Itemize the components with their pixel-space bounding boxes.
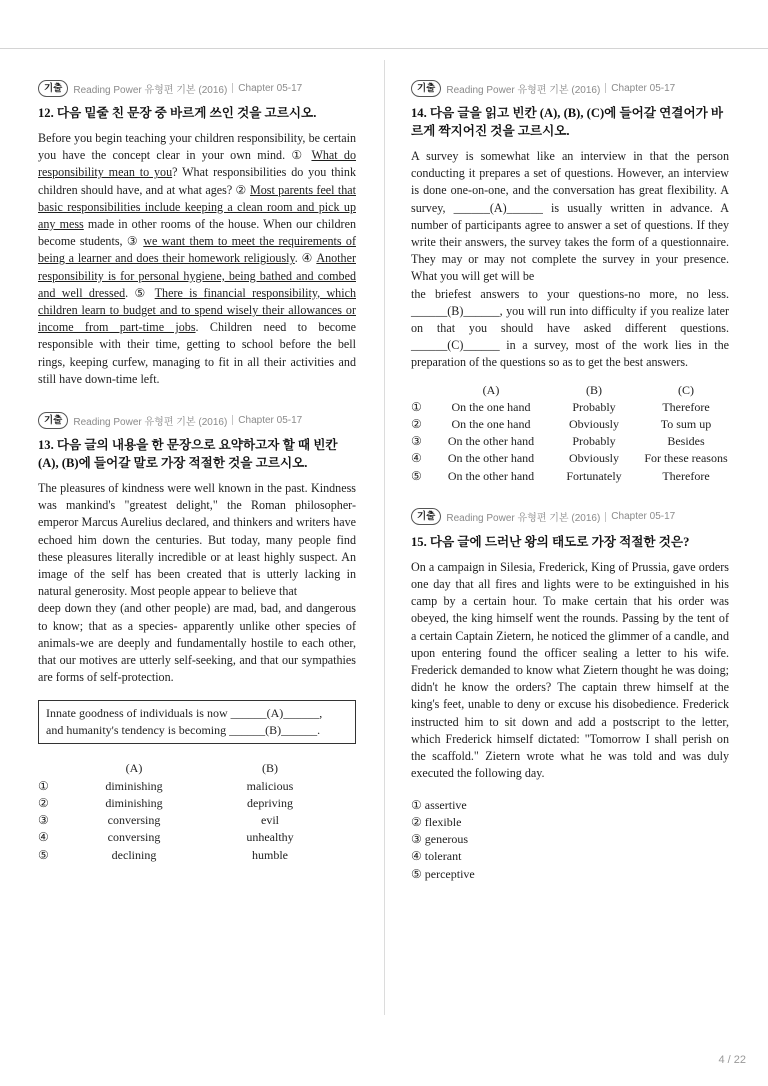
answer-options: [38, 760, 338, 863]
header-c: (C): [678, 382, 694, 397]
passage: [38, 130, 356, 388]
underlined-sentence-4: Another responsibility is for personal hygiene, being bathed and combed and well dressed: [38, 251, 356, 300]
option-number: ②: [411, 417, 422, 432]
option-number: ①: [411, 399, 422, 414]
passage-part-2: the briefest answers to your questions-no more, no less. ______(B)______, you will run into difficulty if you realize later on that you should have asked different questions. ______(C)______ in a survey, most of the work lies in the preparation of the questions so as to get the best answers.: [411, 286, 729, 370]
summary-line-1: Innate goodness of individuals is now ______(A)______,: [46, 706, 323, 721]
option-row[interactable]: [38, 847, 338, 864]
option-number: ③: [411, 434, 422, 449]
option-a: diminishing: [105, 778, 163, 793]
underlined-sentence-3: we want them to meet the requirements of being a learner and does their homework religiously: [38, 234, 356, 266]
header-b: (B): [262, 761, 278, 776]
passage-text: . ④: [294, 251, 317, 266]
option-number: ②: [38, 795, 49, 810]
option-row[interactable]: [411, 399, 729, 416]
option-row[interactable]: [38, 829, 338, 846]
source-line: [38, 78, 356, 98]
option-c: Therefore: [662, 399, 710, 414]
question-12: [38, 78, 356, 388]
tag-badge: 기출: [38, 412, 68, 429]
option-b: evil: [261, 813, 279, 828]
right-column: [411, 78, 729, 883]
question-13: [38, 410, 356, 864]
option-row[interactable]: [411, 450, 729, 467]
option-b: unhealthy: [246, 830, 294, 845]
option-c: To sum up: [660, 417, 712, 432]
option-number: ①: [38, 778, 49, 793]
header-a: (A): [482, 382, 500, 397]
blank-cell: [38, 760, 66, 777]
option-a: On the other hand: [447, 468, 535, 483]
option-c: Therefore: [662, 468, 710, 483]
header-a: (A): [125, 761, 143, 776]
passage-text: Before you begin teaching your children responsibility, be certain you have the concept clear in your own mind. ①: [38, 131, 356, 163]
choice-5[interactable]: ⑤ perceptive: [411, 866, 475, 881]
option-number: ⑤: [38, 847, 49, 862]
question-title: 12. 다음 밑줄 친 문장 중 바르게 쓰인 것을 고르시오.: [38, 106, 317, 120]
left-column: [38, 78, 356, 864]
book-title: Reading Power 유형편 기본 (2016): [446, 84, 601, 96]
passage-text: . ⑤: [125, 285, 155, 300]
summary-line-2: and humanity's tendency is becoming ______(B)______.: [46, 723, 321, 738]
choice-4[interactable]: ④ tolerant: [411, 849, 462, 864]
underlined-sentence-5: There is financial responsibility, which children learn to budget and to spend wisely their allowances or income from part-time jobs: [38, 285, 356, 335]
passage-part-1: The pleasures of kindness were well known in the past. Kindness was mankind's "greatest delight," the Roman philosopher-emperor Marcus Aurelius declared, and thinkers and writers have echoed him down the centuries. But today, many people find these pleasures literally incredible or at least highly suspect. An image of the self has been created that is utterly lacking in natural generosity. Most people appear to believe that: [38, 481, 356, 599]
header-b: (B): [586, 382, 602, 397]
option-a: diminishing: [105, 795, 163, 810]
summary-box: [38, 700, 356, 744]
option-row[interactable]: [411, 433, 729, 450]
option-c: For these reasons: [644, 451, 728, 466]
option-a: conversing: [107, 813, 161, 828]
option-b: malicious: [246, 778, 294, 793]
chapter-label: Chapter 05-17: [611, 82, 676, 94]
option-row[interactable]: [411, 468, 729, 485]
options-header: [411, 382, 729, 399]
option-a: On the other hand: [447, 434, 535, 449]
option-row[interactable]: [38, 812, 338, 829]
chapter-label: Chapter 05-17: [238, 82, 303, 94]
chapter-label: Chapter 05-17: [611, 511, 676, 523]
column-divider: [384, 60, 385, 1015]
blank-cell: [411, 382, 437, 399]
separator: [605, 512, 606, 522]
option-b: Obviously: [568, 451, 619, 466]
underlined-sentence-2: Most parents feel that basic responsibilities include keeping a clean room and pick up any mess: [38, 182, 356, 232]
option-number: ⑤: [411, 468, 422, 483]
option-row[interactable]: [38, 795, 338, 812]
source-line: [411, 78, 729, 98]
separator: [232, 83, 233, 93]
option-b: Probably: [572, 399, 616, 414]
passage-text: . Children need to become responsible with their time, getting to school before the bell rings, keeping curfew, managing to fit in all their activities and still have down-time left.: [38, 320, 356, 386]
separator: [605, 83, 606, 93]
option-a: On the one hand: [451, 417, 531, 432]
options-header: [38, 760, 338, 777]
book-title: Reading Power 유형편 기본 (2016): [73, 84, 228, 96]
question-14: [411, 78, 729, 485]
option-row[interactable]: [411, 416, 729, 433]
option-number: ④: [38, 830, 49, 845]
passage-part-2: deep down they (and other people) are mad, bad, and dangerous to know; that as a species- apparently unlike other species of animals-we are deeply and fundamentally hostile to each other, that our motives are utterly self-seeking, and that our sympathies are forms of self-protection.: [38, 601, 356, 685]
book-title: Reading Power 유형편 기본 (2016): [446, 513, 601, 525]
option-number: ④: [411, 451, 422, 466]
option-a: declining: [111, 847, 157, 862]
passage: On a campaign in Silesia, Frederick, King of Prussia, gave orders one day that all fires and lights were to be extinguished in his camp by a certain hour. To make certain that his order was obeyed, the king himself went the rounds. Passing by the tent of a certain Captain Zietern, he noticed the glimmer of a candle, and upon entering found the officer sealing a letter to his wife. Frederick demanded to know what Zietern thought he was doing; didn't he know the orders? The captain threw himself at the king's feet, unable to deny or excuse his disobedience. Frederick instructed him to sit down and add a postscript to the letter, which Frederick himself dictated: "Tomorrow I shall perish on the scaffold." Zietern wrote what he was told and was duly executed the following day.: [411, 559, 729, 781]
question-title: 14. 다음 글을 읽고 빈칸 (A), (B), (C)에 들어갈 연결어가 바르게 짝지어진 것을 고르시오.: [411, 106, 724, 138]
source-line: [38, 410, 356, 430]
question-title: 13. 다음 글의 내용을 한 문장으로 요약하고자 할 때 빈칸 (A), (B)에 들어갈 말로 가장 적절한 것을 고르시오.: [38, 438, 338, 471]
passage-text: made in other rooms of the house. When our children become students, ③: [38, 217, 356, 249]
tag-badge: 기출: [411, 80, 441, 97]
option-b: Probably: [572, 434, 616, 449]
option-a: On the one hand: [451, 399, 531, 414]
option-b: Obviously: [568, 417, 619, 432]
question-title: 15. 다음 글에 드러난 왕의 태도로 가장 적절한 것은?: [411, 534, 690, 549]
tag-badge: 기출: [411, 508, 441, 525]
choice-2[interactable]: ② flexible: [411, 814, 462, 829]
option-a: On the other hand: [447, 451, 535, 466]
chapter-label: Chapter 05-17: [238, 414, 303, 426]
option-c: Besides: [667, 434, 705, 449]
book-title: Reading Power 유형편 기본 (2016): [73, 416, 228, 428]
question-15: [411, 507, 729, 883]
underlined-sentence-1: What do responsibility mean to you: [38, 148, 357, 180]
separator: [232, 415, 233, 425]
passage-part-1: A survey is somewhat like an interview in that the person conducting it prepares a set of questions. However, an interview is done one-on-one, and the conversation has great flexibility. A survey, ______(A)______ is usually written in advance. A number of participants agree to answer a set of questions. If they write their answers, the survey takes the form of a questionnaire. They may or may not complete the survey in your presence. What you will get will be: [411, 149, 729, 284]
page-number: 4 / 22: [718, 1054, 746, 1066]
passage-text: ? What responsibilities do you think children should have, and at what ages? ②: [38, 165, 357, 197]
option-b: depriving: [247, 795, 293, 810]
option-b: humble: [252, 847, 288, 862]
source-line: [411, 507, 729, 527]
answer-options: [411, 382, 729, 485]
tag-badge: 기출: [38, 80, 68, 97]
option-number: ③: [38, 813, 49, 828]
option-row[interactable]: [38, 778, 338, 795]
option-b: Fortunately: [566, 468, 622, 483]
option-a: conversing: [107, 830, 161, 845]
answer-choices: [411, 797, 729, 883]
choice-1[interactable]: ① assertive: [411, 797, 467, 812]
header-rule: [0, 48, 768, 49]
choice-3[interactable]: ③ generous: [411, 832, 469, 847]
